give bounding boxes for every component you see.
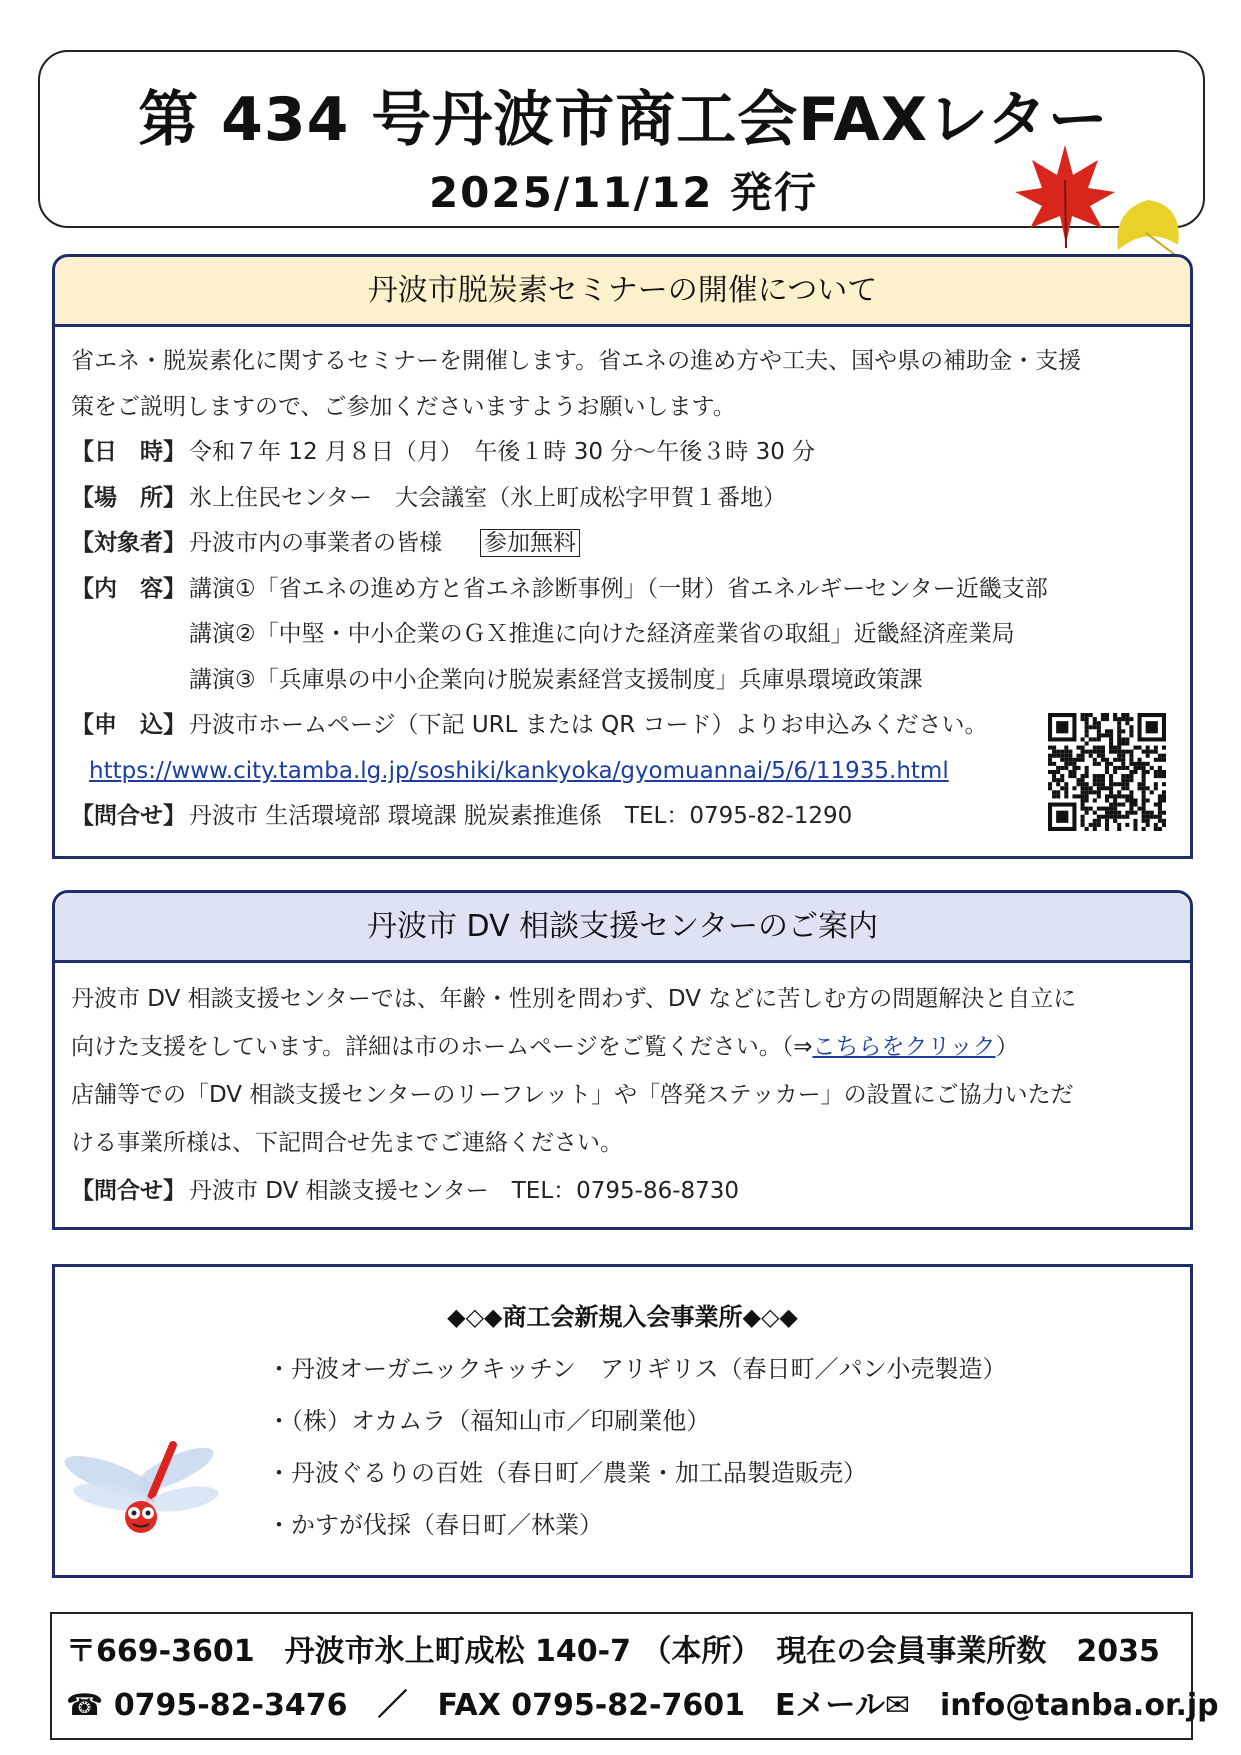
content-label: 【内 容】 [71, 575, 186, 602]
target-label: 【対象者】 [71, 530, 186, 556]
dv-section [52, 890, 1193, 1230]
dv-para-line2 [71, 1023, 1174, 1071]
seminar-intro-line2: 策をご説明しますので、ご参加くださいますようお願いします。 [71, 393, 736, 420]
footer-address: 〒669-3601 丹波市氷上町成松 140-7 （本所） 現在の会員事業所数 2035 [66, 1634, 1160, 1669]
date-value: 令和７年 12 月８日（月） 午後１時 30 分～午後３時 30 分 [189, 439, 816, 465]
dv-para-line2-text: 向けた支援をしています。詳細は市のホームページをご覧ください。（⇒ [71, 1034, 813, 1060]
footer-phone-fax-email: ☎ 0795-82-3476 ／ FAX 0795-82-7601 Eメール✉ info@tanba.or.jp [66, 1688, 1219, 1723]
seminar-body [55, 327, 1190, 840]
new-members-section [52, 1264, 1193, 1578]
apply-label: 【申 込】 [71, 712, 186, 738]
free-badge: 参加無料 [480, 529, 580, 557]
apply-value: 丹波市ホームページ（下記 URL または QR コード）よりお申込みください。 [189, 712, 988, 738]
qr-code-icon[interactable] [1048, 713, 1166, 831]
list-item: ・かすが伐採（春日町／林業） [267, 1511, 603, 1539]
seminar-section [52, 254, 1193, 859]
list-item: ・丹波ぐるりの百姓（春日町／農業・加工品製造販売） [267, 1459, 867, 1487]
contact-label: 【問合せ】 [71, 803, 186, 829]
lecture-1: 講演①「省エネの進め方と省エネ診断事例」（一財）省エネルギーセンター近畿支部 [189, 575, 1048, 602]
dv-contact-row [71, 1167, 1174, 1215]
dv-contact-value: 丹波市 DV 相談支援センター TEL：0795-86-8730 [189, 1178, 740, 1204]
seminar-place-row [71, 476, 1174, 522]
contact-value: 丹波市 生活環境部 環境課 脱炭素推進係 TEL：0795-82-1290 [189, 803, 853, 829]
new-members-list [267, 1343, 1006, 1551]
seminar-apply-row [71, 703, 1174, 749]
newsletter-title: 第 434 号丹波市商工会FAXレター [138, 85, 1109, 155]
seminar-url-row [71, 749, 1174, 795]
dv-para-line1: 丹波市 DV 相談支援センターでは、年齢・性別を問わず、DV などに苦しむ方の問題解決と自立に [71, 986, 1077, 1012]
dv-contact-label: 【問合せ】 [71, 1178, 186, 1204]
dragonfly-icon [55, 1437, 225, 1547]
seminar-target-row [71, 521, 1174, 567]
lecture-2: 講演②「中堅・中小企業のＧＸ推進に向けた経済産業省の取組」近畿経済産業局 [189, 621, 1015, 647]
dv-para-line3: 店舗等での「DV 相談支援センターのリーフレット」や「啓発ステッカー」の設置にご協力いただ [71, 1082, 1074, 1108]
seminar-date-row [71, 430, 1174, 476]
dv-para-line4: ける事業所様は、下記問合せ先までご連絡ください。 [71, 1130, 623, 1156]
dv-para-line2-close: ） [995, 1034, 1019, 1060]
seminar-contact-row [71, 794, 1174, 840]
lecture-3: 講演③「兵庫県の中小企業向け脱炭素経営支援制度」兵庫県環境政策課 [189, 666, 923, 693]
place-value: 氷上住民センター 大会議室（氷上町成松字甲賀１番地） [189, 484, 787, 511]
list-item: ・（株）オカムラ（福知山市／印刷業他） [267, 1407, 711, 1435]
date-label: 【日 時】 [71, 439, 186, 465]
maple-leaf-icon [1010, 140, 1120, 250]
dv-body [55, 963, 1190, 1215]
seminar-url-link[interactable]: https://www.city.tamba.lg.jp/soshiki/kankyoka/gyomuannai/5/6/11935.html [89, 757, 949, 784]
seminar-heading: 丹波市脱炭素セミナーの開催について [55, 257, 1190, 327]
place-label: 【場 所】 [71, 484, 186, 511]
dv-click-link[interactable]: こちらをクリック [812, 1034, 996, 1060]
list-item: ・丹波オーガニックキッチン アリギリス（春日町／パン小売製造） [267, 1355, 1007, 1383]
new-members-title: ◆◇◆商工会新規入会事業所◆◇◆ [447, 1303, 798, 1331]
seminar-intro-line1: 省エネ・脱炭素化に関するセミナーを開催します。省エネの進め方や工夫、国や県の補助金・支援 [71, 348, 1082, 374]
issue-date: 2025/11/12 発行 [428, 168, 819, 217]
dv-heading: 丹波市 DV 相談支援センターのご案内 [55, 893, 1190, 963]
footer-contact [50, 1612, 1219, 1740]
target-value: 丹波市内の事業者の皆様 [189, 530, 442, 556]
seminar-content-row [71, 567, 1174, 613]
